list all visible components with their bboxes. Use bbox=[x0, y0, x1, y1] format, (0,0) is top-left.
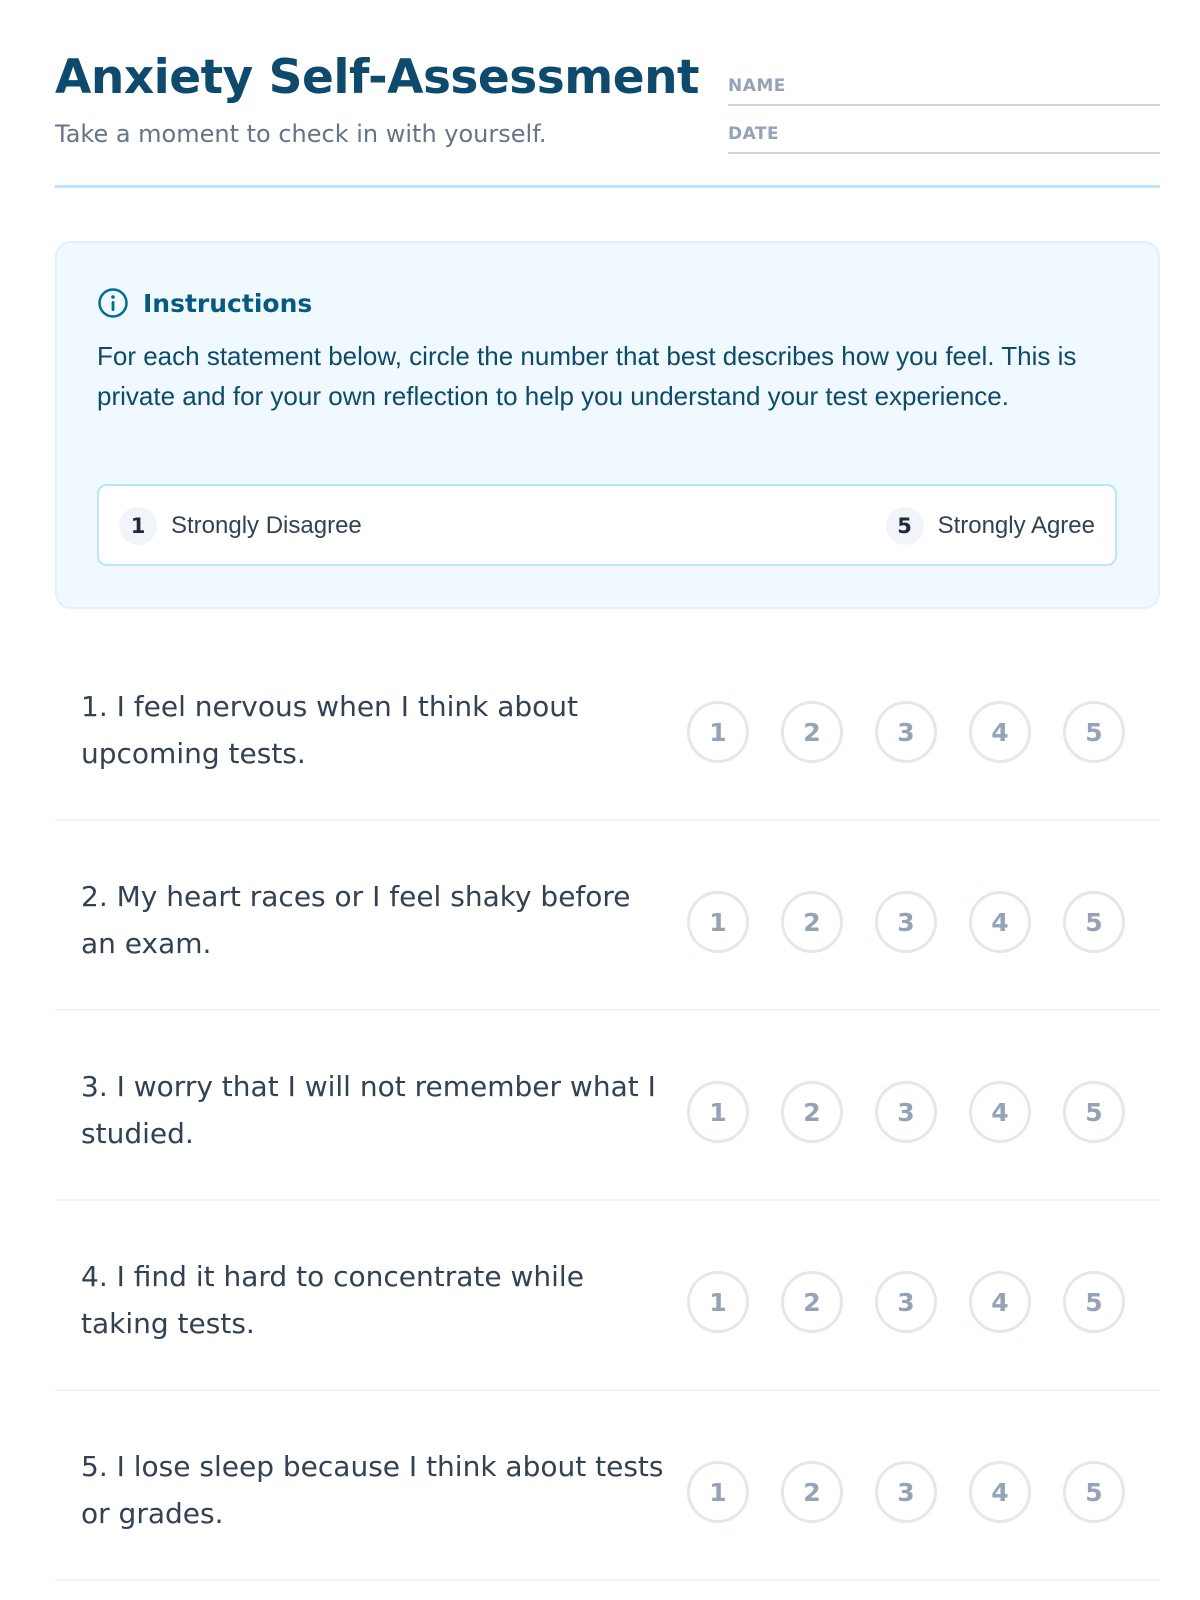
name-field-label: NAME bbox=[728, 76, 786, 96]
name-field[interactable] bbox=[728, 76, 1160, 106]
scale-low-badge: 1 bbox=[119, 507, 157, 545]
instructions-panel bbox=[55, 241, 1160, 609]
rating-option-4[interactable]: 4 bbox=[969, 1271, 1031, 1333]
rating-options bbox=[687, 1461, 1125, 1523]
question-4 bbox=[55, 1199, 1160, 1391]
question-2 bbox=[55, 819, 1160, 1011]
header bbox=[55, 0, 1160, 188]
info-icon bbox=[97, 287, 129, 319]
instructions-text: For each statement below, circle the number that best describes how you feel. This is private and for your own reflection to help you understand your test experience. bbox=[97, 341, 1077, 411]
rating-option-4[interactable]: 4 bbox=[969, 1461, 1031, 1523]
page-title: Anxiety Self-Assessment bbox=[55, 50, 699, 105]
question-text: 4. I find it hard to concentrate while taking tests. bbox=[81, 1260, 584, 1340]
rating-option-3[interactable]: 3 bbox=[875, 1461, 937, 1523]
instructions-title: Instructions bbox=[143, 288, 313, 318]
question-5 bbox=[55, 1389, 1160, 1581]
rating-options bbox=[687, 1271, 1125, 1333]
rating-options bbox=[687, 701, 1125, 763]
rating-option-1[interactable]: 1 bbox=[687, 701, 749, 763]
rating-option-2[interactable]: 2 bbox=[781, 1081, 843, 1143]
question-3 bbox=[55, 1009, 1160, 1201]
assessment-page bbox=[55, 0, 1160, 1530]
rating-option-3[interactable]: 3 bbox=[875, 701, 937, 763]
rating-option-3[interactable]: 3 bbox=[875, 1271, 937, 1333]
instructions-heading bbox=[97, 285, 312, 321]
page-subtitle: Take a moment to check in with yourself. bbox=[55, 120, 547, 148]
rating-option-3[interactable]: 3 bbox=[875, 891, 937, 953]
scale-low bbox=[119, 506, 362, 546]
scale-low-label: Strongly Disagree bbox=[171, 512, 362, 539]
rating-option-1[interactable]: 1 bbox=[687, 1461, 749, 1523]
rating-option-5[interactable]: 5 bbox=[1063, 1081, 1125, 1143]
question-text: 3. I worry that I will not remember what I studied. bbox=[81, 1070, 656, 1150]
rating-option-4[interactable]: 4 bbox=[969, 701, 1031, 763]
scale-high bbox=[886, 506, 1095, 546]
date-field[interactable] bbox=[728, 124, 1160, 154]
rating-option-5[interactable]: 5 bbox=[1063, 701, 1125, 763]
rating-option-2[interactable]: 2 bbox=[781, 1461, 843, 1523]
rating-option-5[interactable]: 5 bbox=[1063, 891, 1125, 953]
scale-high-label: Strongly Agree bbox=[937, 512, 1095, 539]
question-text: 1. I feel nervous when I think about upcoming tests. bbox=[81, 690, 579, 770]
rating-option-5[interactable]: 5 bbox=[1063, 1271, 1125, 1333]
date-field-label: DATE bbox=[728, 124, 780, 144]
rating-option-4[interactable]: 4 bbox=[969, 1081, 1031, 1143]
rating-option-2[interactable]: 2 bbox=[781, 891, 843, 953]
rating-option-3[interactable]: 3 bbox=[875, 1081, 937, 1143]
rating-option-5[interactable]: 5 bbox=[1063, 1461, 1125, 1523]
question-text: 5. I lose sleep because I think about tests or grades. bbox=[81, 1450, 664, 1530]
rating-option-1[interactable]: 1 bbox=[687, 1081, 749, 1143]
scale-high-badge: 5 bbox=[886, 507, 924, 545]
rating-option-4[interactable]: 4 bbox=[969, 891, 1031, 953]
question-text: 2. My heart races or I feel shaky before an exam. bbox=[81, 880, 631, 960]
rating-option-2[interactable]: 2 bbox=[781, 1271, 843, 1333]
rating-options bbox=[687, 1081, 1125, 1143]
rating-scale-legend bbox=[97, 484, 1117, 566]
question-1 bbox=[55, 629, 1160, 821]
rating-option-1[interactable]: 1 bbox=[687, 891, 749, 953]
rating-option-2[interactable]: 2 bbox=[781, 701, 843, 763]
rating-option-1[interactable]: 1 bbox=[687, 1271, 749, 1333]
rating-options bbox=[687, 891, 1125, 953]
